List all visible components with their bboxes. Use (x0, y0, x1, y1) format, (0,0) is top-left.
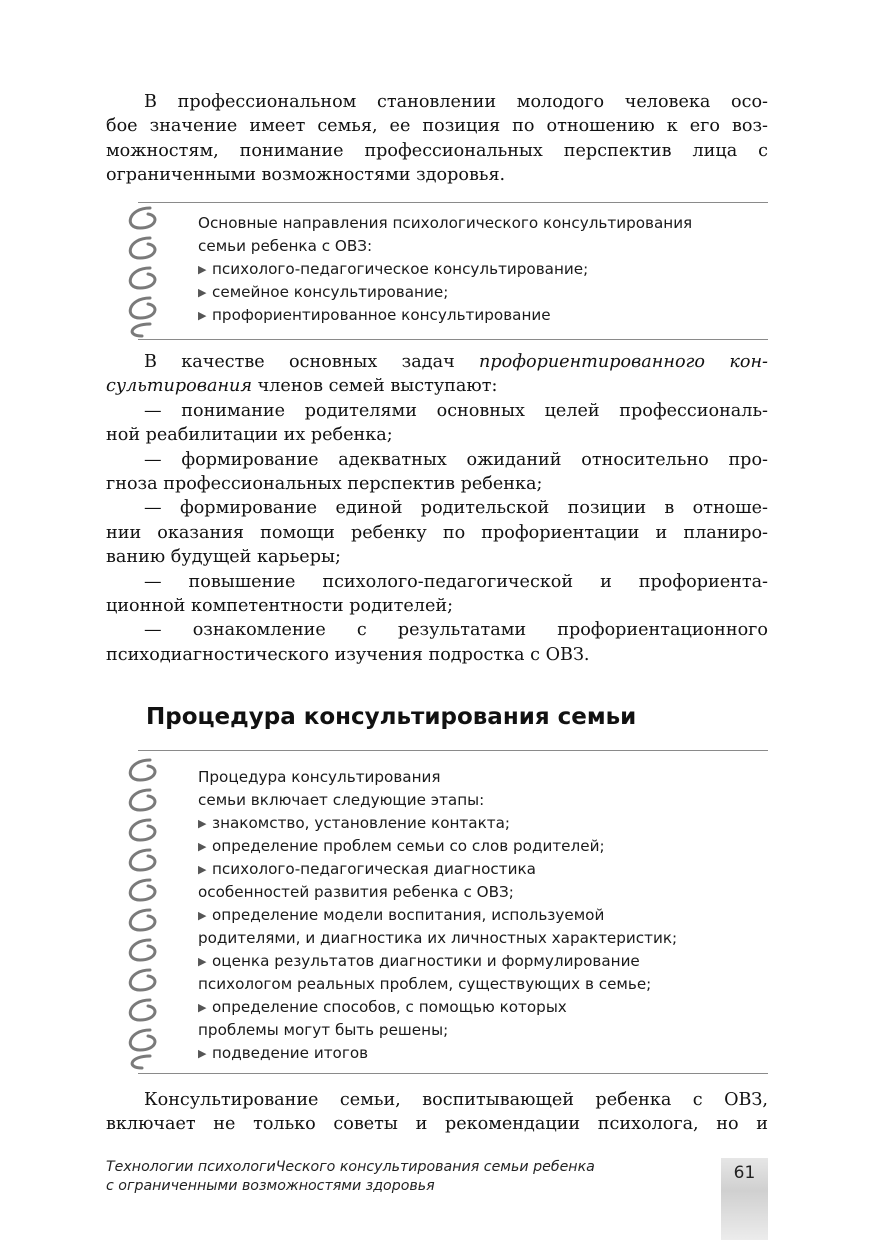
list-item: ▶ психолого-педагогическая диагностика (198, 858, 768, 881)
list-item: ▶ семейное консультирование; (198, 281, 768, 304)
list-item: ▶ определение способов, с помощью которых (198, 996, 768, 1019)
spiral-binding-icon (116, 204, 172, 338)
tasks-line: — повышение психолого-педагогической и профориента- (144, 571, 768, 592)
tasks-line: гноза профессиональных перспектив ребенка; (106, 474, 543, 495)
triangle-bullet-icon: ▶ (198, 1001, 207, 1014)
intro-line: ограниченными возможностями здоровья. (106, 165, 506, 186)
list-item: ▶ определение проблем семьи со слов родителей; (198, 835, 768, 858)
closing-paragraph (106, 1088, 768, 1137)
list-item: ▶ профориентированное консультирование (198, 304, 768, 327)
box-title-line: семьи включает следующие этапы: (198, 791, 485, 809)
tasks-line: нии оказания помощи ребенку по профориентации и планиро- (106, 522, 768, 543)
intro-line: В профессиональном становлении молодого человека осо- (144, 92, 768, 112)
list-item: ▶ знакомство, установление контакта; (198, 812, 768, 835)
tasks-line: — формирование единой родительской позиции в отноше- (144, 498, 768, 519)
tasks-line: ванию будущей карьеры; (106, 547, 341, 568)
triangle-bullet-icon: ▶ (198, 263, 207, 276)
triangle-bullet-icon: ▶ (198, 817, 207, 830)
list-item: ▶ подведение итогов (198, 1042, 768, 1065)
tasks-line: В качестве основных задач профориентированного кон- (144, 352, 768, 372)
list-item-continuation: проблемы могут быть решены; (198, 1021, 449, 1039)
tasks-line: ной реабилитации их ребенка; (106, 425, 393, 446)
procedure-box-text (198, 766, 768, 1065)
box-title-line: Процедура консультирования (198, 768, 441, 786)
list-item-continuation: родителями, и диагностика их личностных характеристик; (198, 929, 678, 947)
tasks-line: ционной компетентности родителей; (106, 596, 454, 617)
tasks-paragraph (106, 350, 768, 667)
tasks-line: психодиагностического изучения подростка с ОВЗ. (106, 644, 590, 665)
box-title-line: Основные направления психологического консультирования (198, 214, 693, 232)
section-heading: Процедура консультирования семьи (146, 704, 637, 730)
tasks-line: сультирования членов семей выступают: (106, 376, 498, 397)
list-item: ▶ определение модели воспитания, используемой (198, 904, 768, 927)
triangle-bullet-icon: ▶ (198, 286, 207, 299)
triangle-bullet-icon: ▶ (198, 909, 207, 922)
box-title-line: семьи ребенка с ОВЗ: (198, 237, 373, 255)
directions-box-text (198, 212, 768, 327)
triangle-bullet-icon: ▶ (198, 840, 207, 853)
triangle-bullet-icon: ▶ (198, 1047, 207, 1060)
tasks-line: — ознакомление с результатами профориентационного (144, 620, 768, 641)
footer-line: Технологии психологиЧеского консультирования семьи ребенка (106, 1159, 595, 1175)
list-item: ▶ оценка результатов диагностики и формулирование (198, 950, 768, 973)
list-item: ▶ психолого-педагогическое консультирование; (198, 258, 768, 281)
tasks-line: — понимание родителями основных целей профессиональ- (144, 400, 768, 421)
footer-line: с ограниченными возможностями здоровья (106, 1178, 435, 1194)
tasks-line: — формирование адекватных ожиданий относительно про- (144, 449, 768, 470)
running-footer (106, 1158, 706, 1196)
closing-line: Консультирование семьи, воспитывающей ребенка с ОВЗ, (144, 1090, 768, 1110)
intro-line: бое значение имеет семья, ее позиция по отношению к его воз- (106, 116, 768, 137)
intro-line: можностям, понимание профессиональных перспектив лица с (106, 140, 768, 161)
list-item-continuation: особенностей развития ребенка с ОВЗ; (198, 883, 514, 901)
closing-line: включает не только советы и рекомендации психолога, но и (106, 1114, 768, 1135)
spiral-binding-icon (116, 756, 172, 1070)
intro-paragraph (106, 90, 768, 188)
list-item-continuation: психологом реальных проблем, существующих в семье; (198, 975, 652, 993)
triangle-bullet-icon: ▶ (198, 955, 207, 968)
triangle-bullet-icon: ▶ (198, 863, 207, 876)
page-number: 61 (733, 1163, 756, 1183)
triangle-bullet-icon: ▶ (198, 309, 207, 322)
